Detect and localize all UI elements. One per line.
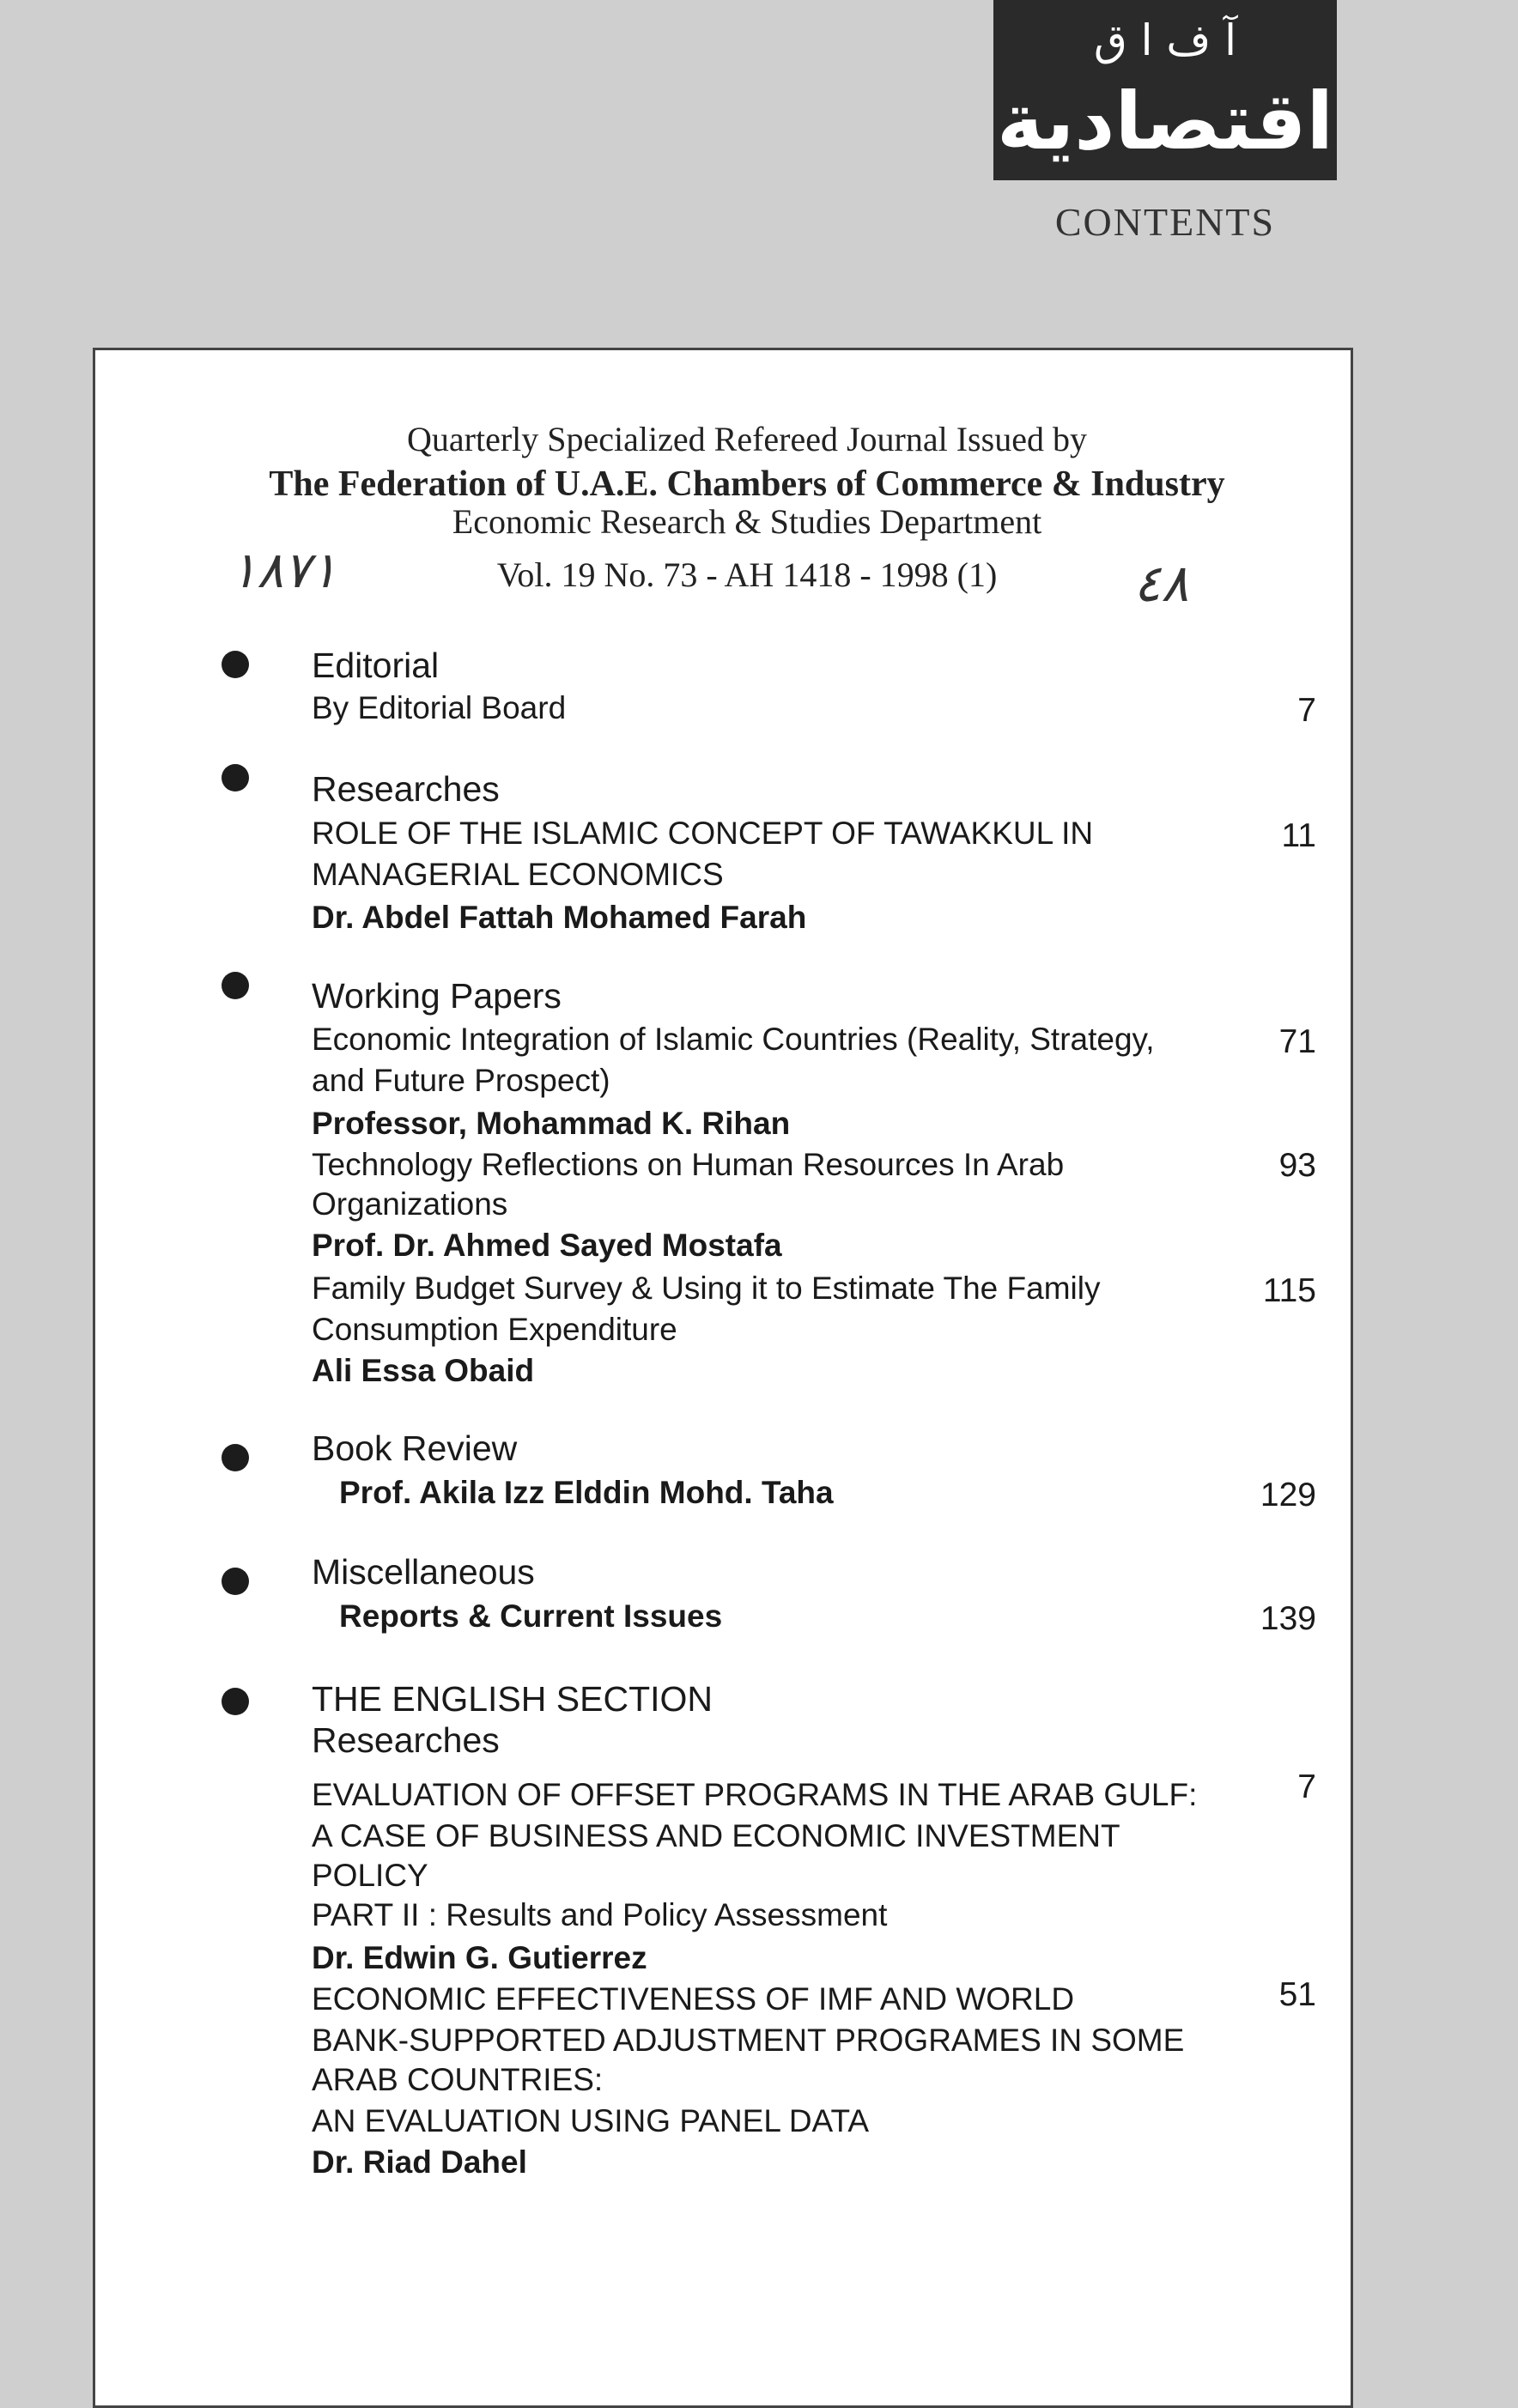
article-title: PART II : Results and Policy Assessment xyxy=(312,1897,888,1932)
article-title: EVALUATION OF OFFSET PROGRAMS IN THE ARAB GULF: xyxy=(312,1777,1198,1812)
article-author: Prof. Dr. Ahmed Sayed Mostafa xyxy=(312,1228,782,1263)
article-title: AN EVALUATION USING PANEL DATA xyxy=(312,2103,869,2138)
section-heading-english: THE ENGLISH SECTION xyxy=(312,1679,713,1719)
article-author: Dr. Edwin G. Gutierrez xyxy=(312,1940,647,1975)
article-author: Professor, Mohammad K. Rihan xyxy=(312,1106,791,1141)
section-subheading-researches: Researches xyxy=(312,1720,500,1760)
bullet-icon xyxy=(222,972,249,999)
section-heading-editorial: Editorial xyxy=(312,646,440,685)
page-number: 71 xyxy=(1278,1023,1316,1060)
page-number: 7 xyxy=(1297,1768,1316,1805)
article-title: Family Budget Survey & Using it to Estimate The Family xyxy=(312,1271,1101,1306)
department-name: Economic Research & Studies Department xyxy=(452,502,1042,541)
publisher-name: The Federation of U.A.E. Chambers of Commerce & Industry xyxy=(269,464,1225,504)
bullet-icon xyxy=(222,1444,249,1471)
article-title: Technology Reflections on Human Resources In Arab xyxy=(312,1147,1065,1182)
article-title: Economic Integration of Islamic Countries (Reality, Strategy, xyxy=(312,1022,1155,1057)
page-number: 115 xyxy=(1262,1272,1316,1309)
page-number: 11 xyxy=(1281,817,1316,854)
journal-description: Quarterly Specialized Refereed Journal Issued by xyxy=(407,420,1087,458)
article-title: BANK-SUPPORTED ADJUSTMENT PROGRAMES IN SOME xyxy=(312,2023,1185,2058)
article-author: Dr. Riad Dahel xyxy=(312,2144,527,2180)
section-heading-miscellaneous: Miscellaneous xyxy=(312,1552,535,1592)
bullet-icon xyxy=(222,651,249,678)
section-heading-working-papers: Working Papers xyxy=(312,976,562,1016)
article-author: Ali Essa Obaid xyxy=(312,1353,535,1388)
logo-small-text: آ ف ا ق xyxy=(1093,15,1237,65)
article-title: ROLE OF THE ISLAMIC CONCEPT OF TAWAKKUL IN xyxy=(312,816,1094,851)
article-title: POLICY xyxy=(312,1858,428,1893)
page-number: 129 xyxy=(1260,1477,1316,1513)
article-title: ARAB COUNTRIES: xyxy=(312,2062,604,2097)
contents-panel xyxy=(93,348,1353,2408)
page-number: 51 xyxy=(1278,1976,1316,2013)
volume-info: Vol. 19 No. 73 - AH 1418 - 1998 (1) xyxy=(496,555,998,594)
bullet-icon xyxy=(222,764,249,792)
article-title: MANAGERIAL ECONOMICS xyxy=(312,857,724,892)
article-author: Dr. Abdel Fattah Mohamed Farah xyxy=(312,900,807,935)
bullet-icon xyxy=(222,1568,249,1595)
article-title: Consumption Expenditure xyxy=(312,1312,677,1347)
editorial-line: By Editorial Board xyxy=(312,690,567,725)
misc-line: Reports & Current Issues xyxy=(339,1598,723,1634)
handwritten-note-left: ١٨٧١ xyxy=(230,541,337,599)
article-title: A CASE OF BUSINESS AND ECONOMIC INVESTMENT xyxy=(312,1818,1120,1853)
article-author: Prof. Akila Izz Elddin Mohd. Taha xyxy=(339,1475,834,1510)
section-heading-book-review: Book Review xyxy=(312,1428,518,1468)
article-title: and Future Prospect) xyxy=(312,1063,610,1098)
article-title: ECONOMIC EFFECTIVENESS OF IMF AND WORLD xyxy=(312,1981,1075,2017)
bullet-icon xyxy=(222,1688,249,1715)
contents-title: CONTENTS xyxy=(1054,200,1276,244)
page-number: 139 xyxy=(1260,1600,1316,1637)
handwritten-note-right: ٤٨ xyxy=(1133,554,1189,614)
logo-big-text: اقتصادية xyxy=(996,76,1334,167)
section-heading-researches: Researches xyxy=(312,769,500,809)
article-title: Organizations xyxy=(312,1186,508,1222)
page-number: 93 xyxy=(1278,1147,1316,1184)
page-number: 7 xyxy=(1297,692,1316,729)
journal-logo xyxy=(993,0,1337,180)
